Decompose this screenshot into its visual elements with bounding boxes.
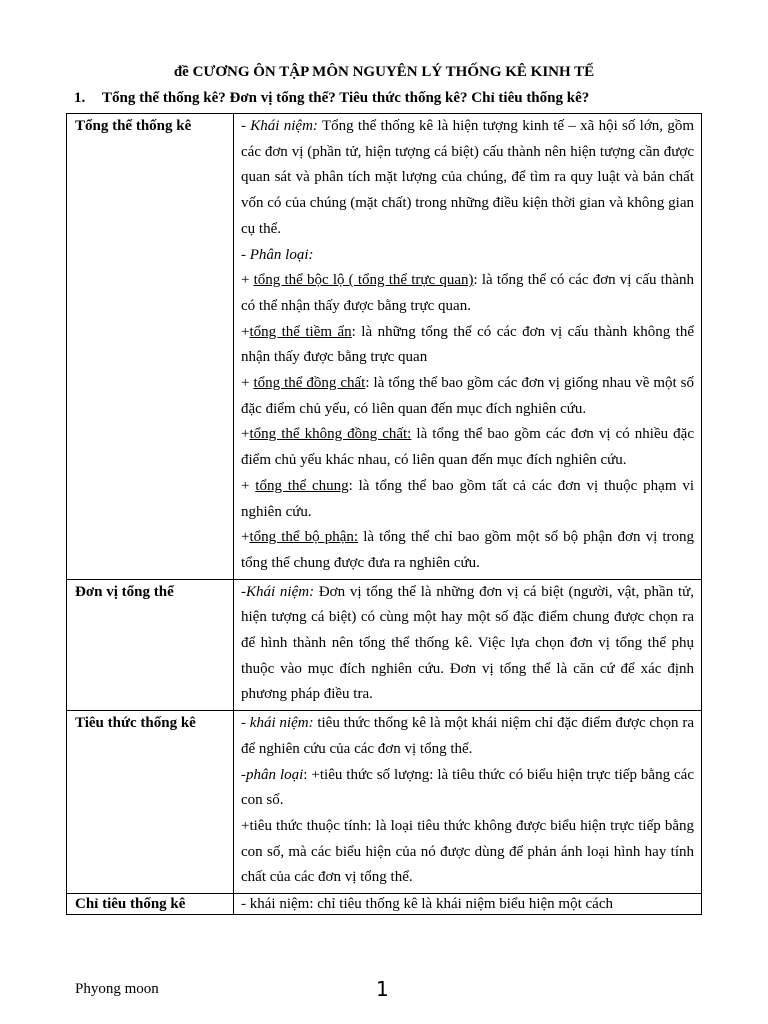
classification-label: phân loại xyxy=(246,766,304,783)
table-row xyxy=(67,711,702,894)
definition-paragraph xyxy=(241,114,694,243)
list-item-term: tổng thể đồng chất xyxy=(253,375,366,392)
page-title: đề CƯƠNG ÔN TẬP MÔN NGUYÊN LÝ THỐNG KÊ KINH TẾ xyxy=(173,64,595,80)
table-row xyxy=(67,894,702,915)
list-item xyxy=(241,422,694,473)
footer-author: Phyong moon xyxy=(75,981,159,997)
description-cell xyxy=(234,579,702,711)
definition-paragraph xyxy=(241,580,694,709)
list-item-text: là tổng thể chỉ bao gồm một số bộ phận đơn vị trong tổng thể chung được đưa ra nghiên cứu. xyxy=(241,529,695,571)
list-item-prefix: + xyxy=(241,426,250,443)
list-item xyxy=(241,474,694,525)
list-item-term: tổng thể bộ phận: xyxy=(249,529,359,546)
term-cell: Tổng thể thống kê xyxy=(67,114,234,580)
definition-text: Đơn vị tổng thể là những đơn vị cá biệt (người, vật, phần tử, hiện tượng cá biệt) có cùng một hay một số đặc điểm chung được chọn ra để hình thành nên tổng thể thống kê. Việc lựa chọn đơn vị tổng thể phụ thuộc vào mục đích nghiên cứu. Đơn vị tổng thể là căn cứ để xác định phương pháp điều tra. xyxy=(241,583,695,703)
section-heading xyxy=(74,88,589,108)
list-item-term: tổng thể bộc lộ ( tổng thể trực quan) xyxy=(253,272,474,289)
definition-label: Khái niệm: xyxy=(246,583,315,600)
definition-paragraph xyxy=(241,711,694,762)
term-cell: Tiêu thức thống kê xyxy=(67,711,234,894)
list-item-term: tổng thể chung xyxy=(255,477,349,494)
list-item-prefix: + xyxy=(241,529,250,546)
content-table xyxy=(66,113,702,915)
classification-label-text: - Phân loại: xyxy=(241,246,314,263)
list-item-prefix: + xyxy=(241,323,250,340)
section-heading-text: Tổng thể thống kê? Đơn vị tổng thể? Tiêu thức thống kê? Chỉ tiêu thống kê? xyxy=(102,90,590,106)
list-item-prefix: + xyxy=(241,375,254,392)
term-cell xyxy=(67,894,234,915)
table-row xyxy=(67,579,702,711)
classification-prefix: - xyxy=(241,766,246,783)
list-item-term: tổng thể không đồng chất: xyxy=(249,426,412,443)
page-number: 1 xyxy=(376,977,389,1001)
list-item: +tiêu thức thuộc tính: là loại tiêu thức không được biểu hiện trực tiếp bằng con số, mà các biểu hiện của nó được dùng để phản ánh loại hình hay tính chất của các đơn vị tổng thể. xyxy=(241,817,694,886)
list-item-prefix: + xyxy=(241,272,254,289)
list-item-prefix: + xyxy=(241,477,256,494)
list-item xyxy=(241,320,694,371)
term-cell: Đơn vị tổng thể xyxy=(67,579,234,711)
classification-text: : +tiêu thức số lượng: là tiêu thức có biểu hiện trực tiếp bằng các con số. xyxy=(241,766,694,809)
list-item-text: là tổng thể bao gồm các đơn vị có nhiều đặc điểm chủ yếu khác nhau, có liên quan đến mục đích nghiên cứu. xyxy=(241,426,694,469)
list-item-text: : là tổng thể bao gồm các đơn vị giống nhau về một số đặc điểm chủ yếu, có liên quan đến mục đích nghiên cứu. xyxy=(241,375,694,417)
description-cell xyxy=(234,114,702,580)
list-item xyxy=(241,371,694,422)
definition-text: Tổng thể thống kê là hiện tượng kinh tế – xã hội số lớn, gồm các đơn vị (phần tử, hiện tượng cá biệt) cấu thành nên hiện tượng cần được quan sát và phân tích mặt lượng của chúng, để tìm ra quy luật và bản chất vốn có của chúng (mặt chất) trong những điều kiện thời gian và không gian cụ thể. xyxy=(241,118,694,237)
list-item xyxy=(241,525,694,576)
list-item xyxy=(241,268,694,319)
list-item-text: : là những tổng thể có các đơn vị cấu thành không thể nhận thấy được bằng trực quan xyxy=(241,323,695,366)
table-row xyxy=(67,114,702,580)
description-cell xyxy=(234,894,702,915)
classification-label xyxy=(241,243,694,269)
definition-label: khái niệm: xyxy=(249,715,314,732)
list-item-term: tổng thể tiềm ẩn xyxy=(249,323,352,340)
list-item-text: : là tổng thể bao gồm tất cả các đơn vị thuộc phạm vi nghiên cứu. xyxy=(241,477,694,520)
description-cell xyxy=(234,711,702,894)
definition-prefix: - xyxy=(241,583,246,600)
definition-prefix: - xyxy=(241,118,251,134)
term-cell-text: Chỉ tiêu thống kê xyxy=(75,896,186,913)
classification-paragraph xyxy=(241,763,694,814)
definition-text: tiêu thức thống kê là một khái niệm chỉ đặc điểm được chọn ra để nghiên cứu của các đơn vị tổng thể. xyxy=(241,715,694,757)
definition-label: Khái niệm: xyxy=(250,118,318,134)
list-item-text: : là tổng thể có các đơn vị cấu thành có thể nhận thấy được bằng trực quan. xyxy=(241,272,694,314)
section-number: 1. xyxy=(74,90,86,106)
definition-prefix: - xyxy=(241,715,250,732)
definition-paragraph: - khái niệm: chỉ tiêu thống kê là khái niệm biểu hiện một cách xyxy=(241,896,613,913)
